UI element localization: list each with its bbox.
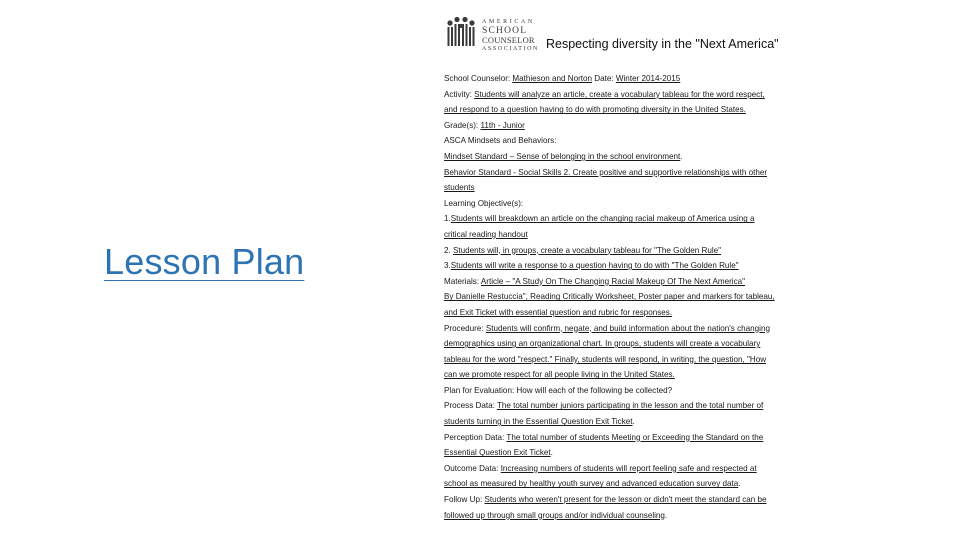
line-text: Learning Objective(s): xyxy=(444,198,524,208)
underlined-text: can we promote respect for all people living in the United States. xyxy=(444,370,675,380)
underlined-text: The total number of students Meeting or Exceeding the Standard on the xyxy=(506,432,764,442)
people-group-icon xyxy=(444,14,478,50)
document-line xyxy=(444,321,825,337)
document-line xyxy=(444,305,825,321)
line-text: Perception Data: xyxy=(444,432,507,442)
document-line xyxy=(444,492,825,508)
underlined-text: students xyxy=(444,183,475,193)
logo-line-1: AMERICAN xyxy=(482,19,535,25)
document-line xyxy=(444,336,825,352)
underlined-text: Students who weren't present for the lesson or didn't meet the standard can be xyxy=(484,495,767,505)
line-text: 2. xyxy=(444,245,453,255)
document-line xyxy=(444,196,825,212)
underlined-text: school as measured by healthy youth survey and advanced education survey data xyxy=(444,479,739,489)
underlined-text: Students will confirm, negate, and build information about the nation's changing xyxy=(485,323,770,333)
underlined-text: Mathieson and Norton xyxy=(512,74,593,83)
line-text: Materials: xyxy=(444,276,481,286)
document-line xyxy=(444,476,825,492)
document-line xyxy=(444,414,825,430)
line-text: Grade(s): xyxy=(444,120,481,130)
underlined-text: and Exit Ticket with essential question and rubric for responses. xyxy=(444,307,673,317)
underlined-text: Article – "A Study On The Changing Racial Makeup Of The Next America" xyxy=(480,276,746,286)
line-text: Process Data: xyxy=(444,401,497,411)
document-line xyxy=(444,430,825,446)
underlined-text: Students will breakdown an article on the changing racial makeup of America using a xyxy=(450,214,755,224)
line-text: . xyxy=(664,510,668,520)
document-line xyxy=(444,102,825,118)
lesson-plan-link[interactable]: Lesson Plan xyxy=(104,241,305,282)
document-line xyxy=(444,274,825,290)
underlined-text: Mindset Standard – Sense of belonging in the school environment xyxy=(444,151,681,161)
document-title: Respecting diversity in the "Next America" xyxy=(546,37,779,51)
line-text: 1. xyxy=(444,214,451,224)
underlined-text: demographics using an organizational chart. In groups, students will create a vocabulary xyxy=(444,339,761,349)
line-text: . xyxy=(680,151,683,161)
line-text: . xyxy=(738,479,741,489)
logo-line-2: SCHOOL xyxy=(482,26,528,36)
underlined-text: Students will write a response to a question having to do with "The Golden Rule" xyxy=(450,261,739,271)
underlined-text: students turning in the Essential Question Exit Ticket xyxy=(444,417,633,427)
logo-wordmark xyxy=(482,18,542,54)
document-line xyxy=(444,258,825,274)
logo-line-3: COUNSELOR xyxy=(482,35,535,45)
document-line xyxy=(444,289,825,305)
line-text: Outcome Data: xyxy=(444,463,501,473)
document-line xyxy=(444,227,825,243)
underlined-text: and respond to a question having to do with promoting diversity in the United States. xyxy=(444,105,746,115)
lesson-plan-document xyxy=(440,10,825,535)
document-line xyxy=(444,243,825,259)
document-line xyxy=(444,87,825,103)
line-text: Procedure: xyxy=(444,323,486,333)
underlined-text: Behavior Standard - Social Skills 2. Create positive and supportive relationships with other xyxy=(444,167,768,177)
underlined-text: tableau for the word "respect." Finally, students will respond, in writing, the question, "How xyxy=(444,354,767,364)
document-line xyxy=(444,398,825,414)
logo-line-4: ASSOCIATION xyxy=(482,46,539,52)
underlined-text: By Danielle Restuccia", Reading Critically Worksheet, Poster paper and markers for tableau, xyxy=(444,292,775,302)
line-text: . xyxy=(550,448,553,458)
underlined-text: The total number juniors participating in the lesson and the total number of xyxy=(496,401,764,411)
document-line xyxy=(444,133,825,149)
underlined-text: Winter 2014-2015 xyxy=(615,74,681,83)
underlined-text: Students will analyze an article, create a vocabulary tableau for the word respect, xyxy=(474,89,765,99)
line-text: Follow Up: xyxy=(444,495,485,505)
document-line xyxy=(444,118,825,134)
underlined-text: 11th - Junior xyxy=(480,120,525,130)
document-line xyxy=(444,461,825,477)
underlined-text: Increasing numbers of students will report feeling safe and respected at xyxy=(500,463,757,473)
document-line xyxy=(444,508,825,524)
document-line xyxy=(444,367,825,383)
line-text: Plan for Evaluation: How will each of the following be collected? xyxy=(444,385,673,395)
underlined-text: Students will, in groups, create a vocabulary tableau for "The Golden Rule" xyxy=(453,245,722,255)
underlined-text: Essential Question Exit Ticket xyxy=(444,448,551,458)
document-line xyxy=(444,71,825,87)
line-text: . xyxy=(632,417,635,427)
document-line xyxy=(444,383,825,399)
document-line xyxy=(444,445,825,461)
line-text: 3. xyxy=(444,261,451,271)
document-line xyxy=(444,149,825,165)
underlined-text: followed up through small groups and/or individual counseling xyxy=(444,510,665,520)
document-line xyxy=(444,211,825,227)
line-text: Activity: xyxy=(444,89,475,99)
document-line xyxy=(444,352,825,368)
asca-logo xyxy=(444,14,544,54)
line-text: Date: xyxy=(592,74,616,83)
underlined-text: critical reading handout xyxy=(444,229,528,239)
line-text: ASCA Mindsets and Behaviors: xyxy=(444,136,557,146)
document-line xyxy=(444,165,825,181)
document-body xyxy=(444,71,825,523)
line-text: School Counselor: xyxy=(444,74,513,83)
document-line xyxy=(444,180,825,196)
